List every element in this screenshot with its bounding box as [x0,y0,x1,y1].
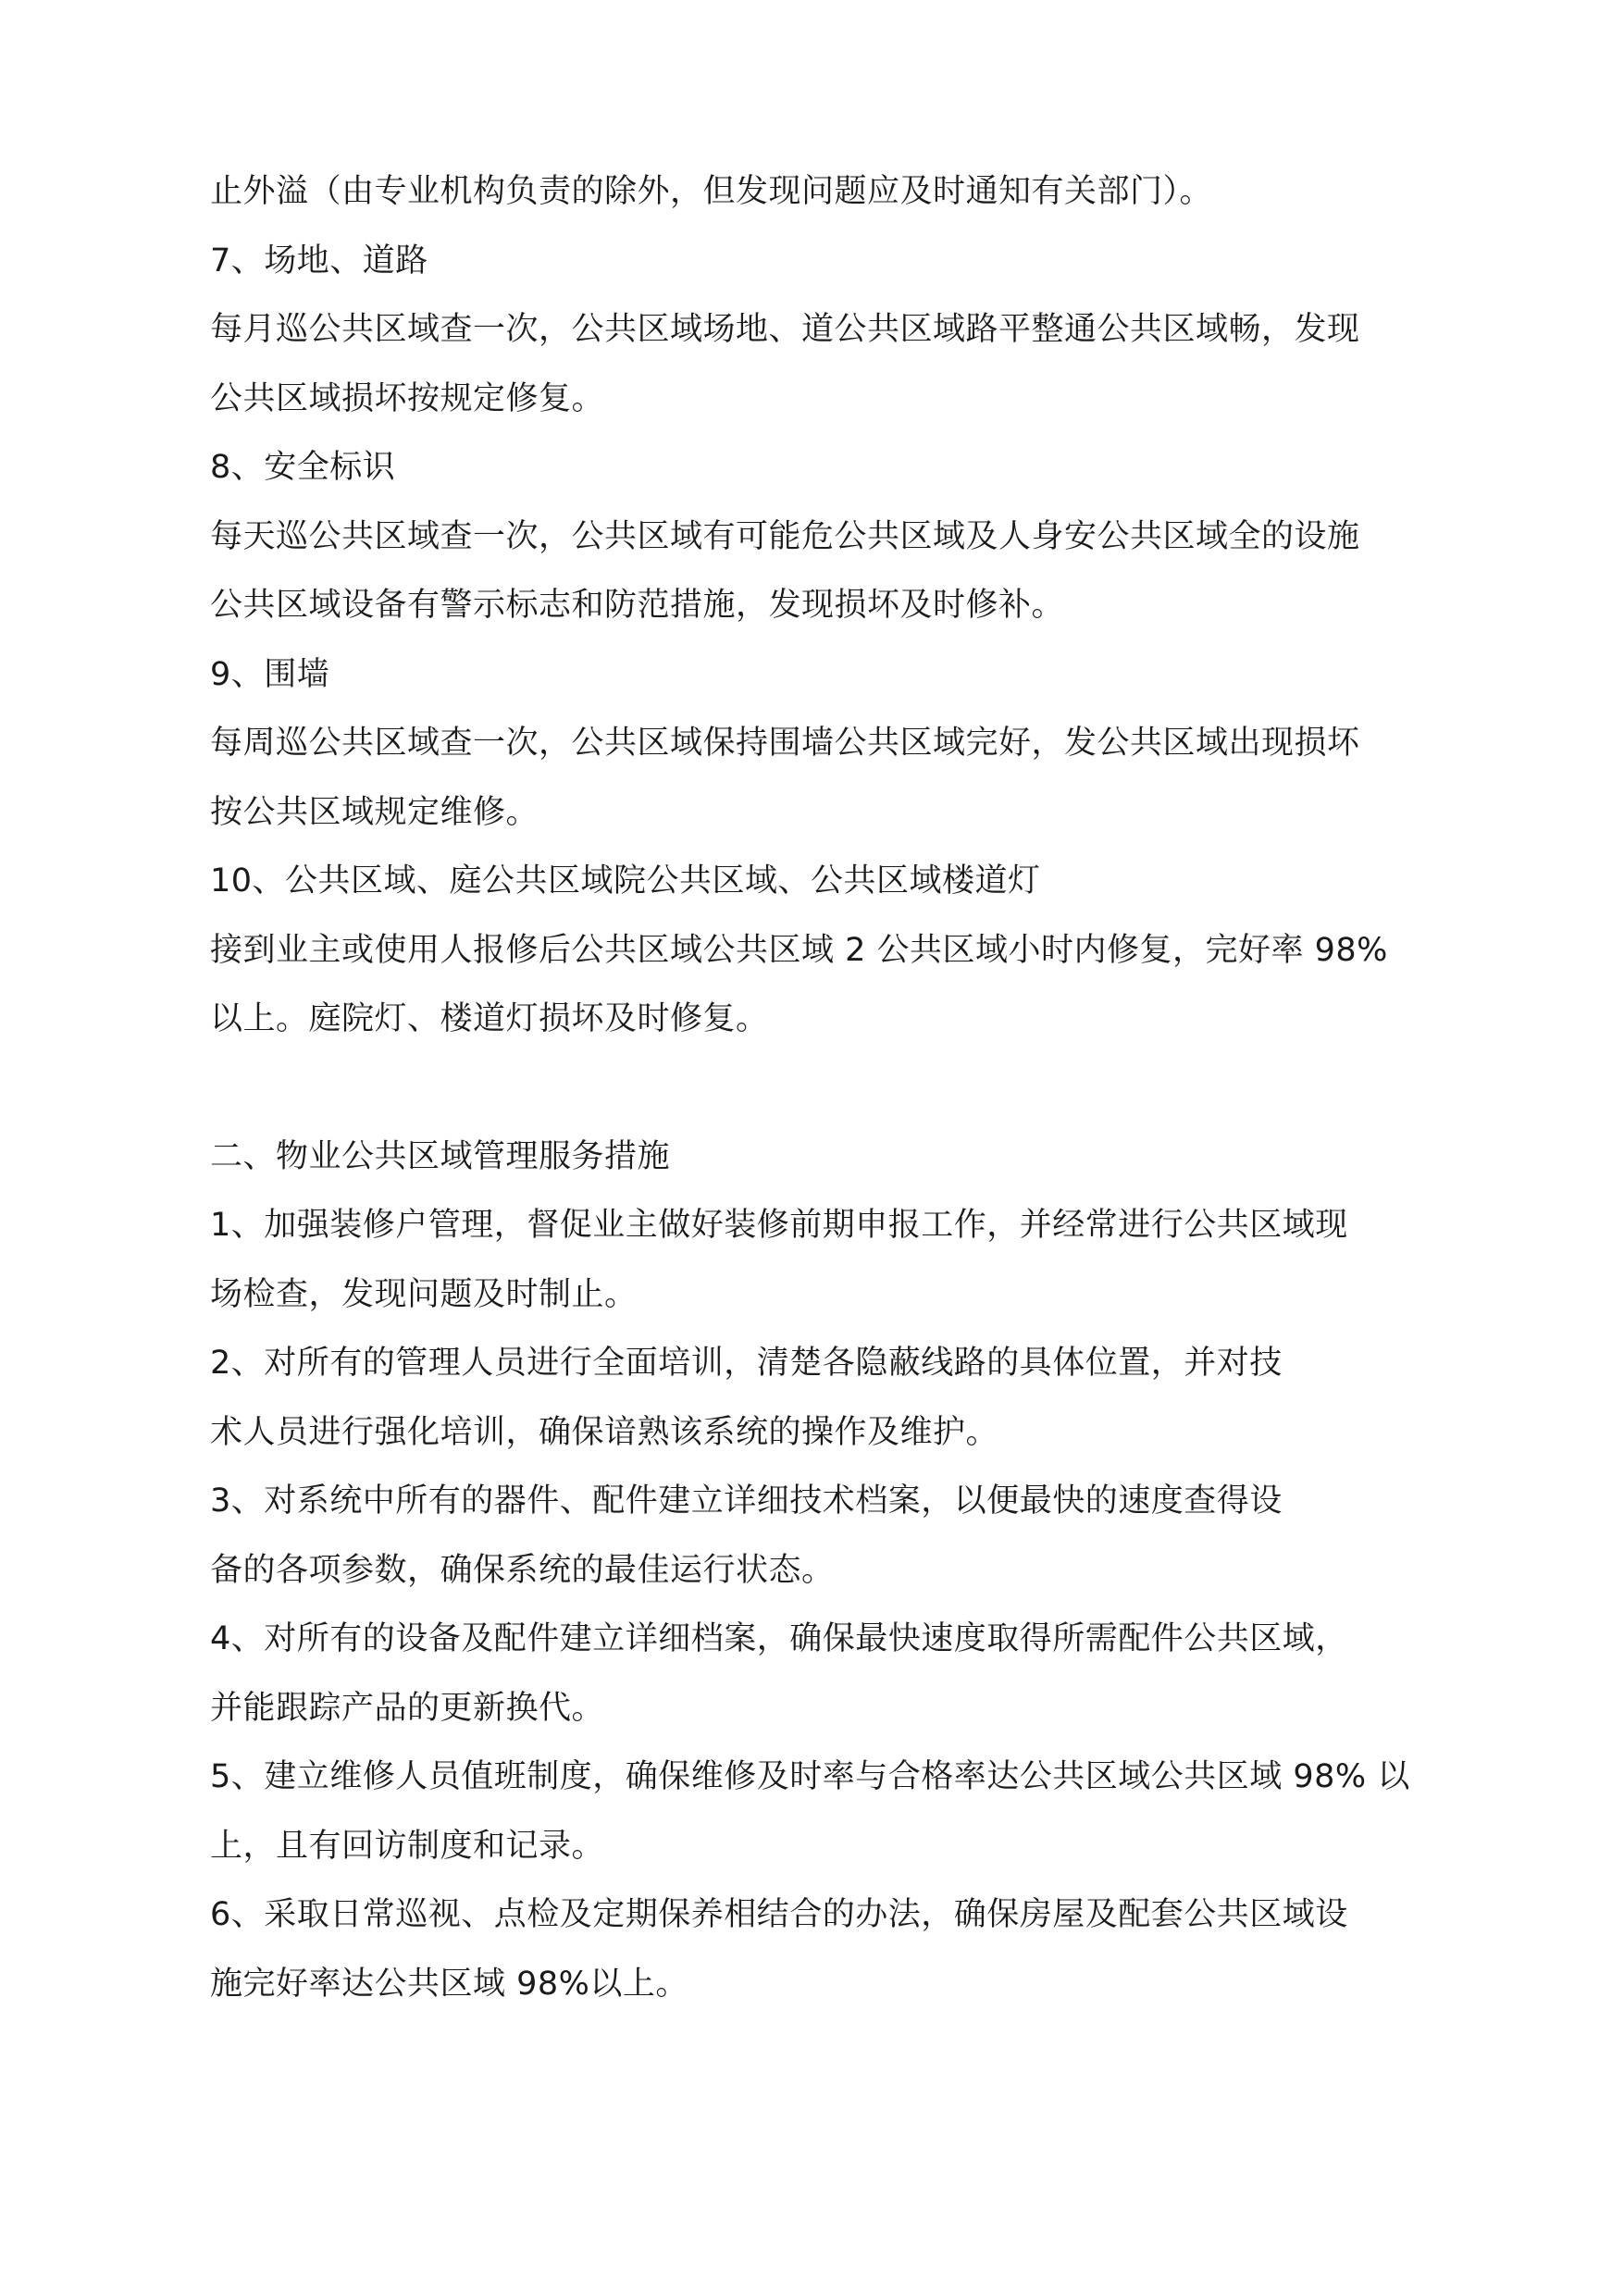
text-line: 施完好率达公共区域 98%以上。 [210,1965,688,2003]
text-line: 场检查，发现问题及时制止。 [210,1275,638,1313]
text-line: 6、采取日常巡视、点检及定期保养相结合的办法，确保房屋及配套公共区域设 [210,1896,1348,1933]
text-line: 4、对所有的设备及配件建立详细档案，确保最快速度取得所需配件公共区域， [210,1620,1348,1657]
text-line: 止外溢（由专业机构负责的除外，但发现问题应及时通知有关部门）。 [210,173,1213,210]
text-line: 3、对系统中所有的器件、配件建立详细技术档案，以便最快的速度查得设 [210,1482,1283,1520]
text-line: 按公共区域规定维修。 [210,793,539,831]
text-line: 5、建立维修人员值班制度，确保维修及时率与合格率达公共区域公共区域 98% 以 [210,1758,1410,1795]
paragraph-gap [210,1054,1450,1123]
item-heading: 9、围墙 [210,655,330,693]
item-heading: 10、公共区域、庭公共区域院公共区域、公共区域楼道灯 [210,862,1041,899]
text-line: 上，且有回访制度和记录。 [210,1827,605,1865]
text-line: 接到业主或使用人报修后公共区域公共区域 2 公共区域小时内修复，完好率 98% [210,931,1388,969]
text-line: 以上。庭院灯、楼道灯损坏及时修复。 [210,1000,769,1037]
text-line: 术人员进行强化培训，确保谙熟该系统的操作及维护。 [210,1413,999,1451]
text-line: 2、对所有的管理人员进行全面培训，清楚各隐蔽线路的具体位置，并对技 [210,1345,1283,1382]
item-heading: 8、安全标识 [210,449,396,486]
text-line: 公共区域损坏按规定修复。 [210,379,605,417]
section-heading: 二、物业公共区域管理服务措施 [210,1137,671,1175]
text-line: 公共区域设备有警示标志和防范措施，发现损坏及时修补。 [210,587,1065,624]
text-line: 备的各项参数，确保系统的最佳运行状态。 [210,1551,835,1589]
text-line: 每天巡公共区域查一次，公共区域有可能危公共区域及人身安公共区域全的设施 [210,517,1360,555]
text-line: 每月巡公共区域查一次，公共区域场地、道公共区域路平整通公共区域畅，发现 [210,311,1360,348]
text-line: 每周巡公共区域查一次，公共区域保持围墙公共区域完好，发公共区域出现损坏 [210,725,1360,762]
text-line: 1、加强装修户管理，督促业主做好装修前期申报工作，并经常进行公共区域现 [210,1207,1348,1244]
item-heading: 7、场地、道路 [210,242,428,279]
document-body [210,157,1450,2018]
text-line: 并能跟踪产品的更新换代。 [210,1689,605,1727]
